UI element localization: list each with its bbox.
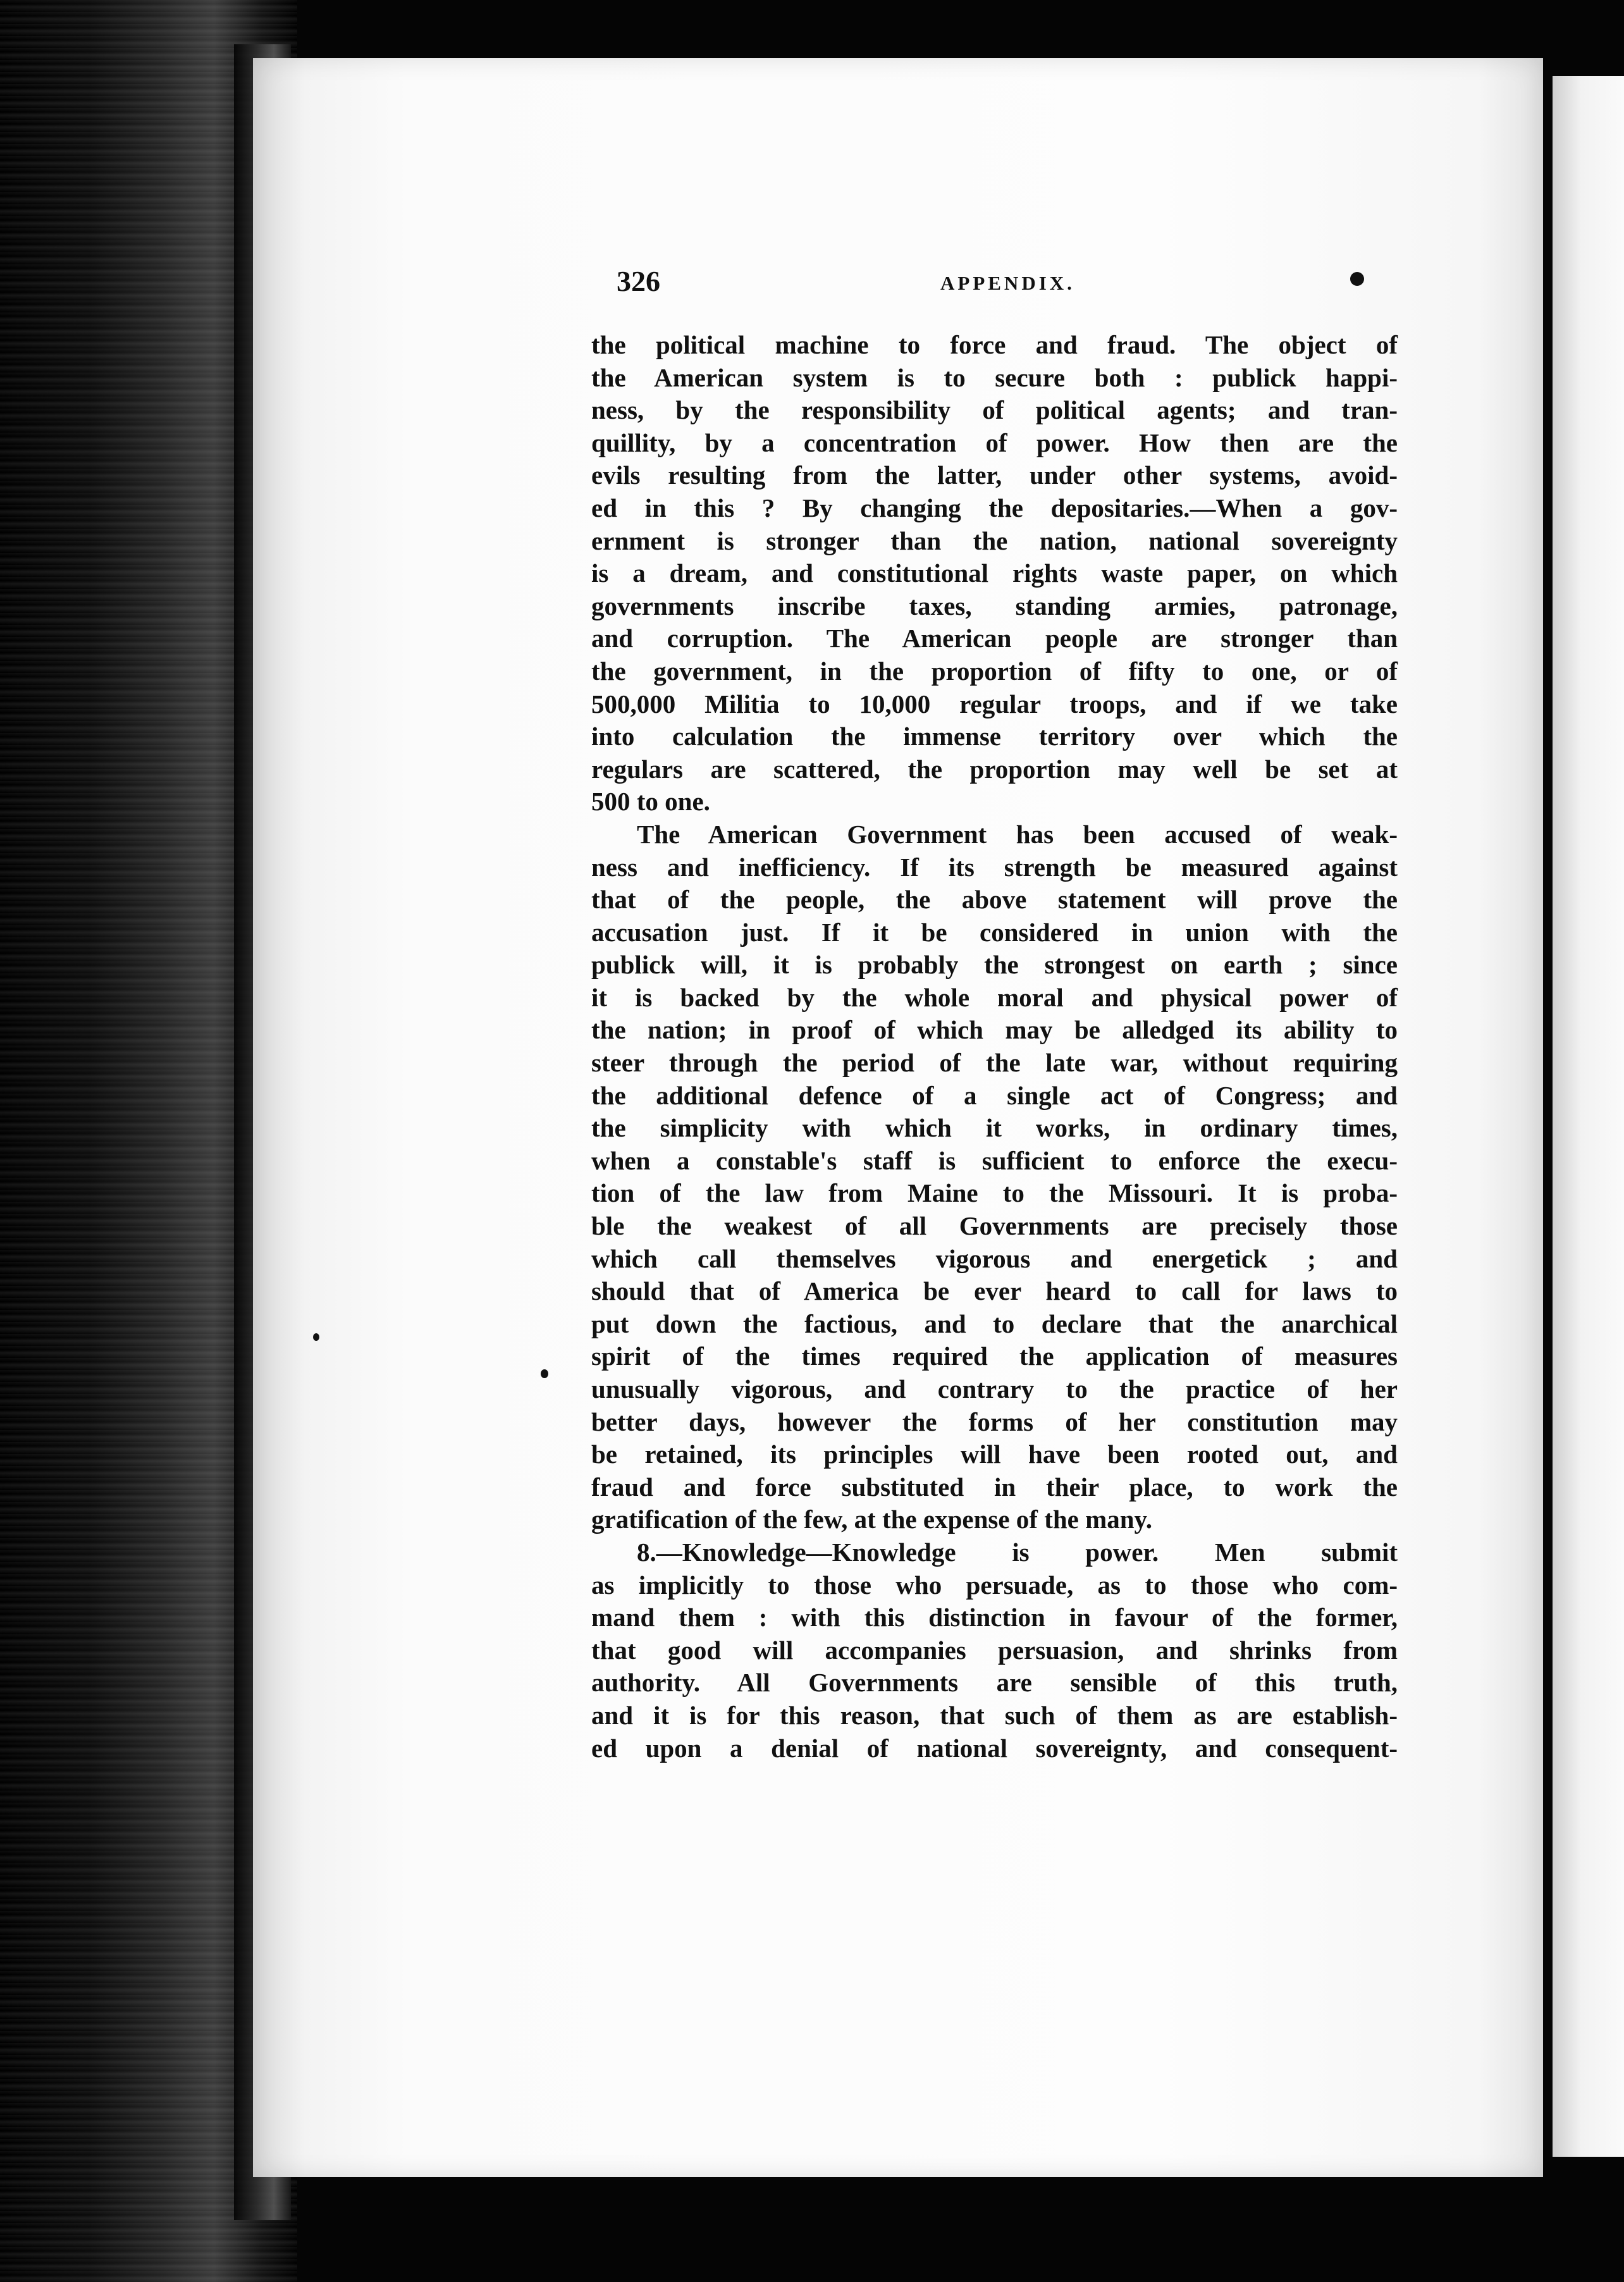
text-line: it is backed by the whole moral and physical power of — [591, 982, 1398, 1012]
ink-speck — [1350, 272, 1364, 286]
text-line: evils resulting from the latter, under other systems, avoid- — [591, 460, 1398, 490]
running-head-title: APPENDIX. — [940, 272, 1075, 294]
text-line: the additional defence of a single act of Congress; and — [591, 1080, 1398, 1110]
text-line: should that of America be ever heard to call for laws to — [591, 1276, 1398, 1306]
text-line: unusually vigorous, and contrary to the practice of her — [591, 1374, 1398, 1403]
text-line: governments inscribe taxes, standing armies, patronage, — [591, 591, 1398, 620]
text-line: 8.—Knowledge—Knowledge is power. Men submit — [637, 1537, 1398, 1567]
ink-speck — [313, 1333, 319, 1341]
text-line: ness and inefficiency. If its strength be measured against — [591, 852, 1398, 882]
text-line: put down the factious, and to declare that the anarchical — [591, 1309, 1398, 1338]
text-line: into calculation the immense territory over which the — [591, 722, 1398, 751]
text-line: better days, however the forms of her constitution may — [591, 1407, 1398, 1436]
text-line: ble the weakest of all Governments are precisely those — [591, 1211, 1398, 1241]
text-line: regulars are scattered, the proportion may well be set at — [591, 754, 1398, 784]
text-line: accusation just. If it be considered in union with the — [591, 917, 1398, 947]
text-line: ness, by the responsibility of political agents; and tran- — [591, 395, 1398, 425]
text-line: 500 to one. — [591, 787, 710, 817]
text-line: ed in this ? By changing the depositaries.—When a gov- — [591, 493, 1398, 522]
text-line: ed upon a denial of national sovereignty, and consequent- — [591, 1733, 1398, 1763]
text-line: which call themselves vigorous and energetick ; and — [591, 1243, 1398, 1273]
text-line: fraud and force substituted in their place, to work the — [591, 1472, 1398, 1502]
text-line: be retained, its principles will have been rooted out, and — [591, 1440, 1398, 1469]
text-line: mand them : with this distinction in favour of the former, — [591, 1603, 1398, 1632]
page-number: 326 — [617, 265, 660, 297]
ink-speck — [541, 1369, 548, 1378]
text-line: the nation; in proof of which may be alledged its ability to — [591, 1015, 1398, 1045]
text-line: gratification of the few, at the expense of the many. — [591, 1505, 1153, 1534]
text-line: is a dream, and constitutional rights waste paper, on which — [591, 558, 1398, 588]
text-line: ernment is stronger than the nation, national sovereignty — [591, 526, 1398, 555]
text-line: The American Government has been accused of weak- — [637, 819, 1398, 849]
adjacent-page-edge — [1553, 76, 1624, 2157]
text-line: and corruption. The American people are stronger than — [591, 624, 1398, 653]
text-line: the simplicity with which it works, in ordinary times, — [591, 1113, 1398, 1143]
text-line: tion of the law from Maine to the Missouri. It is proba- — [591, 1178, 1398, 1208]
body-text — [591, 329, 1398, 1765]
text-line: and it is for this reason, that such of them as are establish- — [591, 1700, 1398, 1730]
text-line: 500,000 Militia to 10,000 regular troops, and if we take — [591, 689, 1398, 719]
text-line: quillity, by a concentration of power. How then are the — [591, 428, 1398, 457]
text-line: that good will accompanies persuasion, and shrinks from — [591, 1635, 1398, 1665]
text-line: the government, in the proportion of fifty to one, or of — [591, 656, 1398, 686]
text-line: spirit of the times required the application of measures — [591, 1341, 1398, 1371]
text-line: authority. All Governments are sensible of this truth, — [591, 1668, 1398, 1698]
text-line: when a constable's staff is sufficient to enforce the execu- — [591, 1145, 1398, 1175]
running-head — [617, 264, 1394, 309]
text-line: that of the people, the above statement will prove the — [591, 885, 1398, 915]
text-line: the political machine to force and fraud. The object of — [591, 330, 1398, 359]
text-line: publick will, it is probably the strongest on earth ; since — [591, 950, 1398, 980]
text-line: as implicitly to those who persuade, as to those who com- — [591, 1570, 1398, 1600]
text-line: the American system is to secure both : publick happi- — [591, 362, 1398, 392]
text-line: steer through the period of the late war, without requiring — [591, 1048, 1398, 1078]
